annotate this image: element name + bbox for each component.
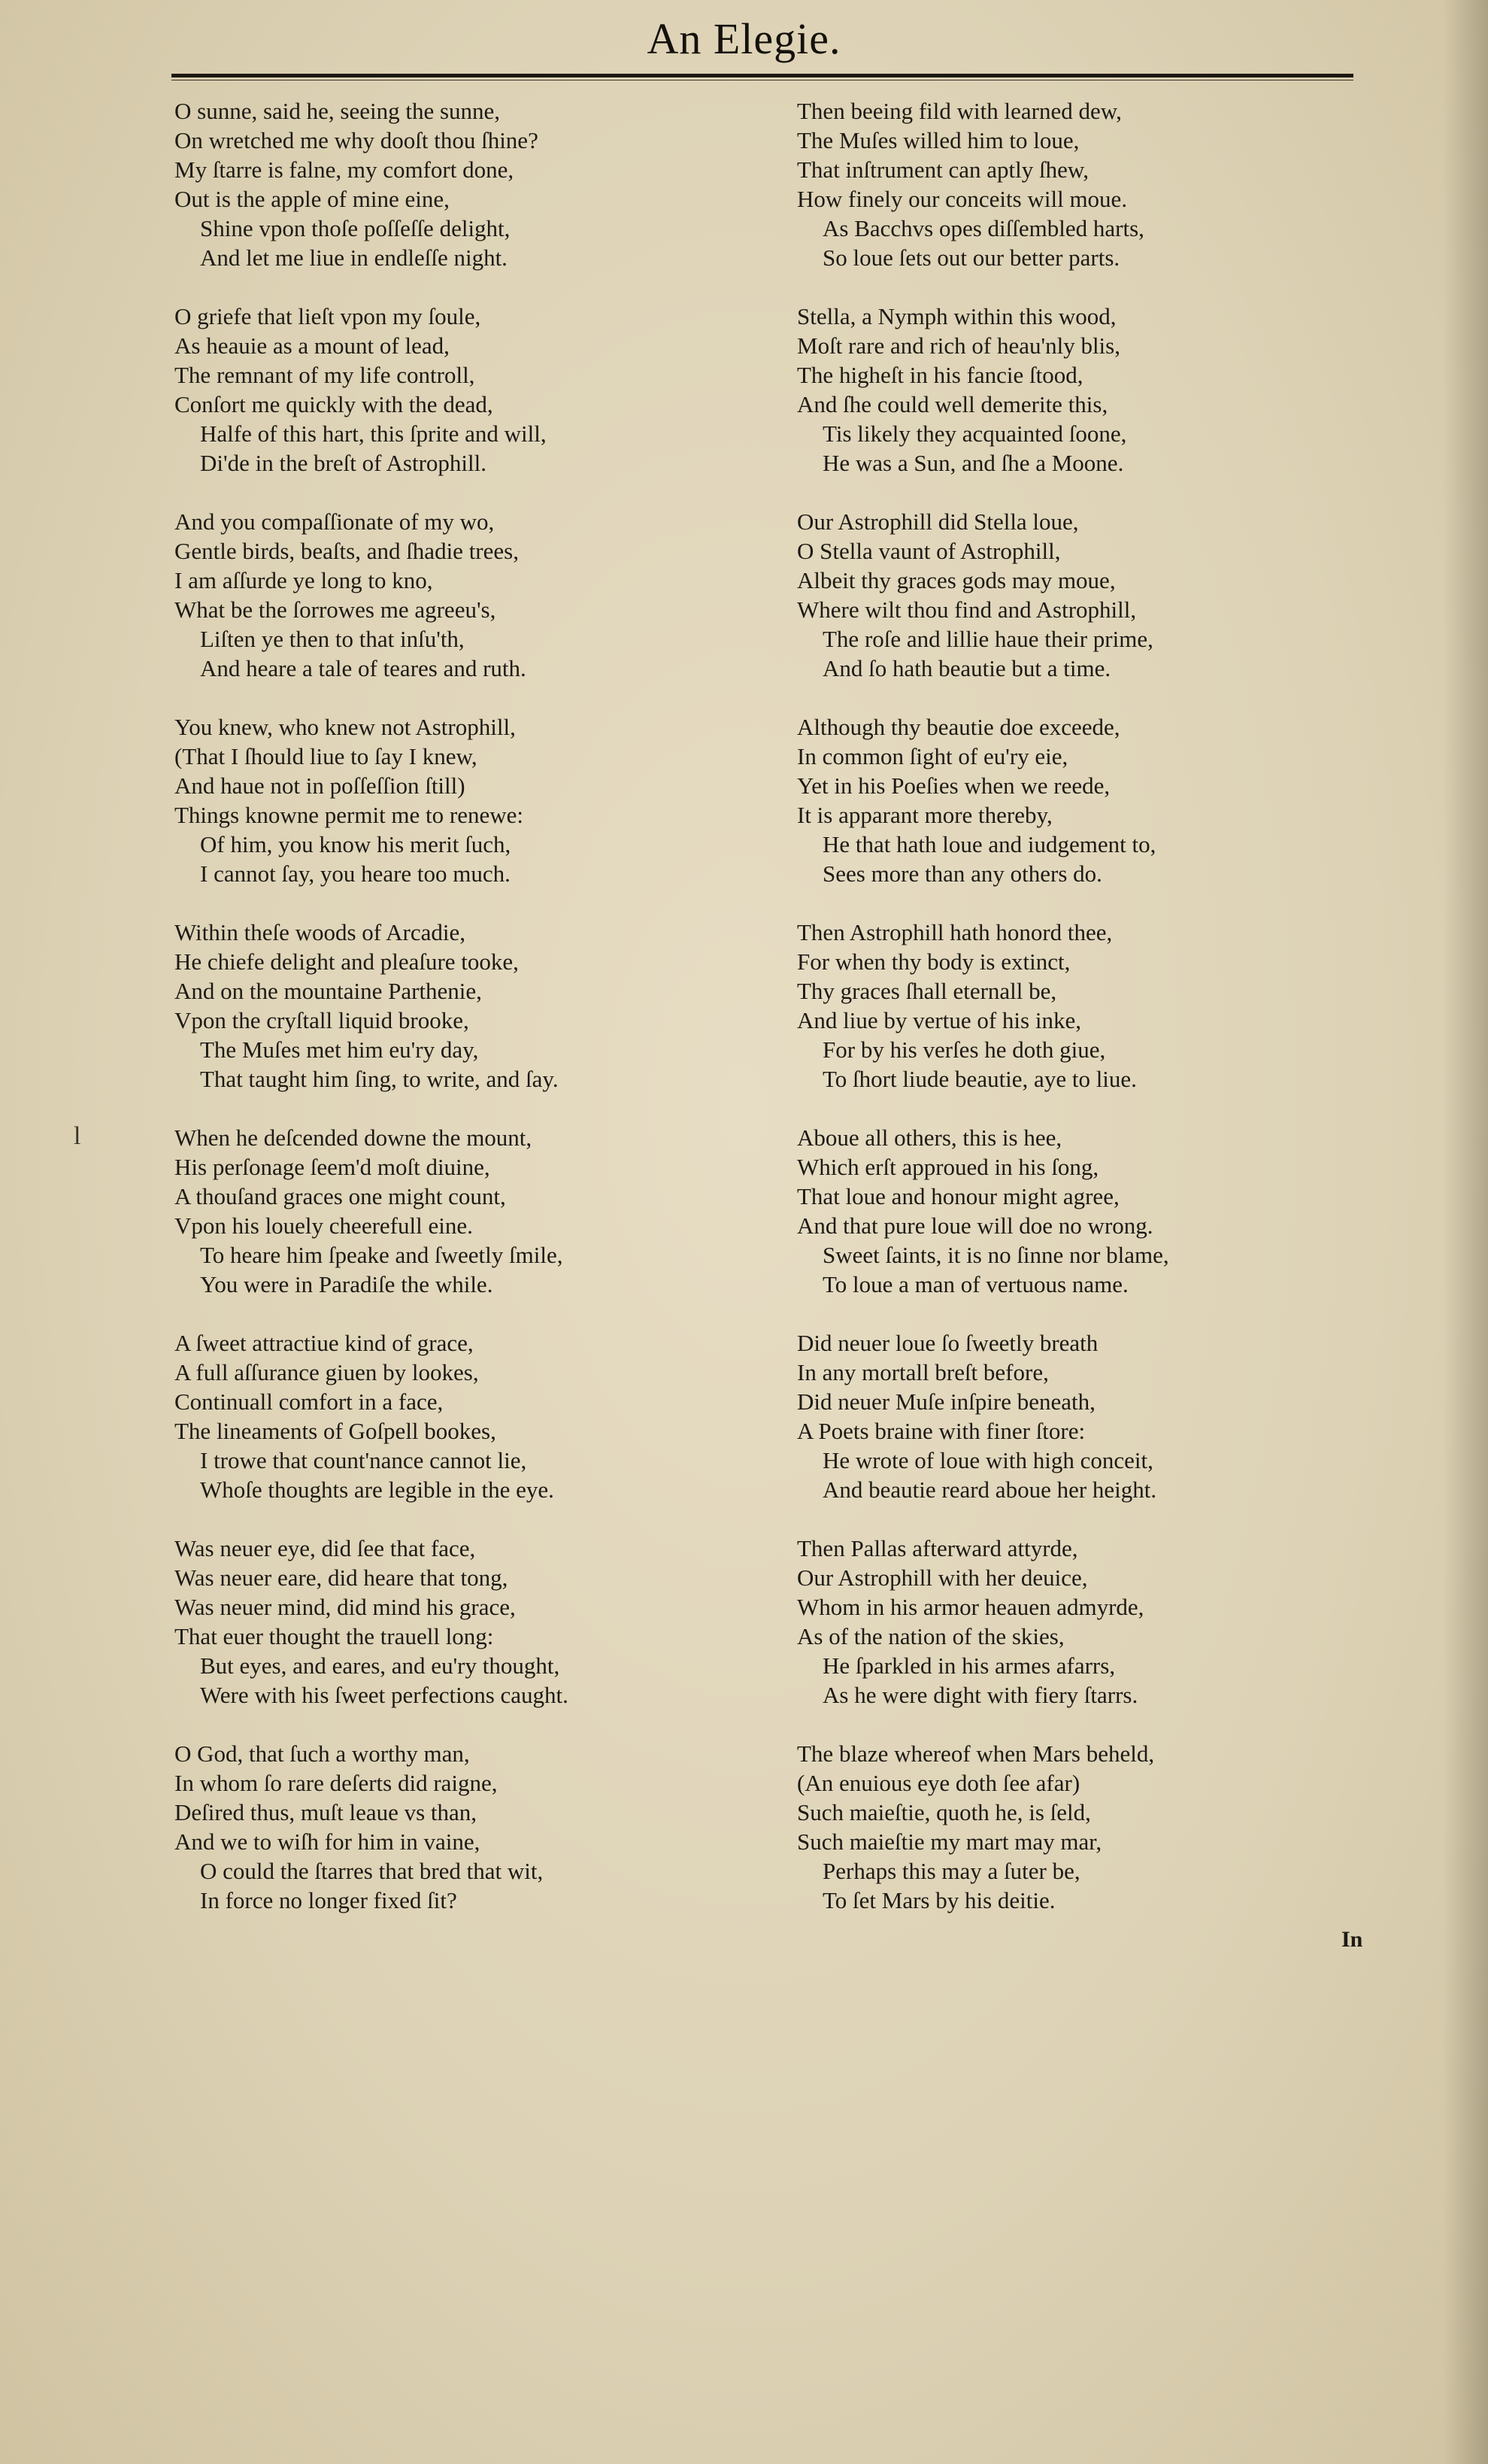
title-rule [171, 74, 1353, 77]
verse-line: Aboue all others, this is hee, [797, 1124, 1062, 1151]
verse-line: A full aſſurance giuen by lookes, [174, 1359, 479, 1385]
right-column [797, 96, 1353, 1944]
verse-line: Whom in his armor heauen admyrde, [797, 1594, 1144, 1620]
verse-line: I am aſſurde ye long to kno, [174, 567, 433, 593]
verse-line: When he deſcended downe the mount, [174, 1124, 532, 1151]
stanza [174, 918, 768, 1094]
verse-line: And ſhe could well demerite this, [797, 391, 1108, 417]
verse-line: Did neuer loue ſo ſweetly breath [797, 1330, 1099, 1356]
verse-line: He was a Sun, and ſhe a Moone. [823, 450, 1124, 476]
verse-line: And you compaſſionate of my wo, [174, 508, 495, 535]
verse-line: How finely our conceits will moue. [797, 186, 1128, 212]
verse-line: O Stella vaunt of Astrophill, [797, 538, 1061, 564]
verse-line: And beautie reard aboue her height. [823, 1476, 1157, 1503]
verse-line: I trowe that count'nance cannot lie, [200, 1447, 527, 1473]
verse-line: The higheſt in his fancie ſtood, [797, 362, 1083, 388]
verse-line: Which erſt approued in his ſong, [797, 1154, 1099, 1180]
verse-line: O God, that ſuch a worthy man, [174, 1740, 470, 1767]
verse-line: Was neuer eare, did heare that tong, [174, 1564, 508, 1591]
verse-line: Where wilt thou find and Astrophill, [797, 596, 1137, 623]
stanza [797, 96, 1353, 272]
verse-line: The blaze whereof when Mars beheld, [797, 1740, 1155, 1767]
verse-line: Out is the apple of mine eine, [174, 186, 450, 212]
verse-line: In whom ſo rare deſerts did raigne, [174, 1770, 498, 1796]
verse-line: Halfe of this hart, this ſprite and will, [200, 420, 547, 447]
verse-line: In any mortall breſt before, [797, 1359, 1049, 1385]
verse-line: Although thy beautie doe exceede, [797, 714, 1120, 740]
verse-line: You were in Paradiſe the while. [200, 1271, 493, 1297]
verse-line: The Muſes willed him to loue, [797, 127, 1080, 153]
verse-line: And that pure loue will doe no wrong. [797, 1212, 1153, 1239]
verse-line: He wrote of loue with high conceit, [823, 1447, 1153, 1473]
verse-line: On wretched me why dooſt thou ſhine? [174, 127, 538, 153]
left-column [174, 96, 768, 1944]
verse-line: You knew, who knew not Astrophill, [174, 714, 516, 740]
verse-line: He that hath loue and iudgement to, [823, 831, 1156, 857]
verse-line: The lineaments of Goſpell bookes, [174, 1418, 496, 1444]
verse-line: And we to wiſh for him in vaine, [174, 1828, 480, 1855]
verse-line: Yet in his Poeſies when we reede, [797, 772, 1111, 799]
stanza [174, 1739, 768, 1915]
verse-line: And heare a tale of teares and ruth. [200, 655, 526, 681]
verse-line: A Poets braine with finer ſtore: [797, 1418, 1086, 1444]
verse-line: What be the ſorrowes me agreeu's, [174, 596, 496, 623]
verse-line: As of the nation of the skies, [797, 1623, 1065, 1649]
margin-mark: l [74, 1122, 81, 1150]
verse-line: (An enuious eye doth ſee afar) [797, 1770, 1080, 1796]
verse-line: He chiefe delight and pleaſure tooke, [174, 948, 519, 975]
verse-line: That inſtrument can aptly ſhew, [797, 156, 1089, 183]
verse-line: O griefe that lieſt vpon my ſoule, [174, 303, 481, 329]
stanza [174, 1328, 768, 1504]
verse-line: To ſet Mars by his deitie. [823, 1887, 1056, 1913]
verse-line: A ſweet attractiue kind of grace, [174, 1330, 474, 1356]
verse-line: Was neuer mind, did mind his grace, [174, 1594, 516, 1620]
verse-line: To loue a man of vertuous name. [823, 1271, 1129, 1297]
verse-line: Our Astrophill did Stella loue, [797, 508, 1079, 535]
verse-line: O sunne, said he, seeing the sunne, [174, 98, 501, 124]
verse-line: Such maieſtie, quoth he, is ſeld, [797, 1799, 1091, 1825]
verse-line: And let me liue in endleſſe night. [200, 244, 508, 271]
stanza [797, 1123, 1353, 1299]
verse-line: Vpon the cryſtall liquid brooke, [174, 1007, 469, 1033]
verse-line: For by his verſes he doth giue, [823, 1036, 1106, 1063]
verse-line: His perſonage ſeem'd moſt diuine, [174, 1154, 490, 1180]
page-edge-shadow [1443, 0, 1488, 2464]
stanza [174, 1123, 768, 1299]
stanza [174, 96, 768, 272]
verse-line: The roſe and lillie haue their prime, [823, 626, 1153, 652]
verse-line: I cannot ſay, you heare too much. [200, 860, 511, 887]
verse-line: Conſort me quickly with the dead, [174, 391, 493, 417]
verse-line: A thouſand graces one might count, [174, 1183, 506, 1209]
verse-line: To heare him ſpeake and ſweetly ſmile, [200, 1242, 563, 1268]
stanza [797, 712, 1353, 888]
verse-line: That taught him ſing, to write, and ſay. [200, 1066, 559, 1092]
stanza [797, 918, 1353, 1094]
verse-line: Albeit thy graces gods may moue, [797, 567, 1116, 593]
verse-line: Were with his ſweet perfections caught. [200, 1682, 568, 1708]
verse-line: Gentle birds, beaſts, and ſhadie trees, [174, 538, 519, 564]
verse-line: In force no longer fixed ſit? [200, 1887, 457, 1913]
verse-line: That loue and honour might agree, [797, 1183, 1120, 1209]
verse-line: Vpon his louely cheerefull eine. [174, 1212, 473, 1239]
verse-line: Di'de in the breſt of Astrophill. [200, 450, 486, 476]
verse-line: And on the mountaine Parthenie, [174, 978, 482, 1004]
verse-line: As heauie as a mount of lead, [174, 332, 450, 359]
verse-line: Sees more than any others do. [823, 860, 1102, 887]
verse-line: For when thy body is extinct, [797, 948, 1071, 975]
verse-line: The Muſes met him eu'ry day, [200, 1036, 479, 1063]
verse-line: Within theſe woods of Arcadie, [174, 919, 466, 945]
verse-line: And haue not in poſſeſſion ſtill) [174, 772, 465, 799]
stanza [174, 1534, 768, 1710]
stanza [174, 507, 768, 683]
verse-line: That euer thought the trauell long: [174, 1623, 494, 1649]
verse-line: As he were dight with fiery ſtarrs. [823, 1682, 1138, 1708]
verse-line: Sweet ſaints, it is no ſinne nor blame, [823, 1242, 1169, 1268]
verse-line: Then beeing fild with learned dew, [797, 98, 1122, 124]
verse-line: (That I ſhould liue to ſay I knew, [174, 743, 477, 769]
stanza [797, 1328, 1353, 1504]
stanza [174, 302, 768, 478]
stanza [174, 712, 768, 888]
verse-line: O could the ſtarres that bred that wit, [200, 1858, 544, 1884]
verse-line: Continuall comfort in a face, [174, 1388, 444, 1415]
verse-line: He ſparkled in his armes afarrs, [823, 1652, 1116, 1679]
verse-line: And ſo hath beautie but a time. [823, 655, 1111, 681]
verse-line: Stella, a Nymph within this wood, [797, 303, 1117, 329]
stanza [797, 1534, 1353, 1710]
stanza [797, 302, 1353, 478]
verse-line: Of him, you know his merit ſuch, [200, 831, 511, 857]
verse-line: And liue by vertue of his inke, [797, 1007, 1081, 1033]
verse-line: Liſten ye then to that inſu'th, [200, 626, 465, 652]
verse-line: As Bacchvs opes diſſembled harts, [823, 215, 1144, 241]
verse-line: Did neuer Muſe inſpire beneath, [797, 1388, 1096, 1415]
verse-line: Tis likely they acquainted ſoone, [823, 420, 1127, 447]
verse-line: My ſtarre is falne, my comfort done, [174, 156, 514, 183]
catchword: In [1341, 1927, 1363, 1952]
verse-line: Deſired thus, muſt leaue vs than, [174, 1799, 477, 1825]
verse-line: Was neuer eye, did ſee that face, [174, 1535, 476, 1561]
stanza [797, 507, 1353, 683]
verse-line: Thy graces ſhall eternall be, [797, 978, 1057, 1004]
verse-line: Such maieſtie my mart may mar, [797, 1828, 1102, 1855]
verse-line: The remnant of my life controll, [174, 362, 475, 388]
verse-line: Then Pallas afterward attyrde, [797, 1535, 1078, 1561]
stanza [797, 1739, 1353, 1915]
verse-line: So loue ſets out our better parts. [823, 244, 1120, 271]
page-title: An Elegie. [647, 14, 841, 63]
verse-line: Our Astrophill with her deuice, [797, 1564, 1088, 1591]
verse-line: Whoſe thoughts are legible in the eye. [200, 1476, 554, 1503]
verse-line: But eyes, and eares, and eu'ry thought, [200, 1652, 560, 1679]
verse-line: Things knowne permit me to renewe: [174, 802, 524, 828]
verse-line: It is apparant more thereby, [797, 802, 1053, 828]
verse-line: To ſhort liude beautie, aye to liue. [823, 1066, 1137, 1092]
verse-line: Moſt rare and rich of heau'nly blis, [797, 332, 1120, 359]
verse-line: Then Astrophill hath honord thee, [797, 919, 1113, 945]
verse-line: Shine vpon thoſe poſſeſſe delight, [200, 215, 511, 241]
verse-line: In common ſight of eu'ry eie, [797, 743, 1068, 769]
verse-line: Perhaps this may a ſuter be, [823, 1858, 1080, 1884]
